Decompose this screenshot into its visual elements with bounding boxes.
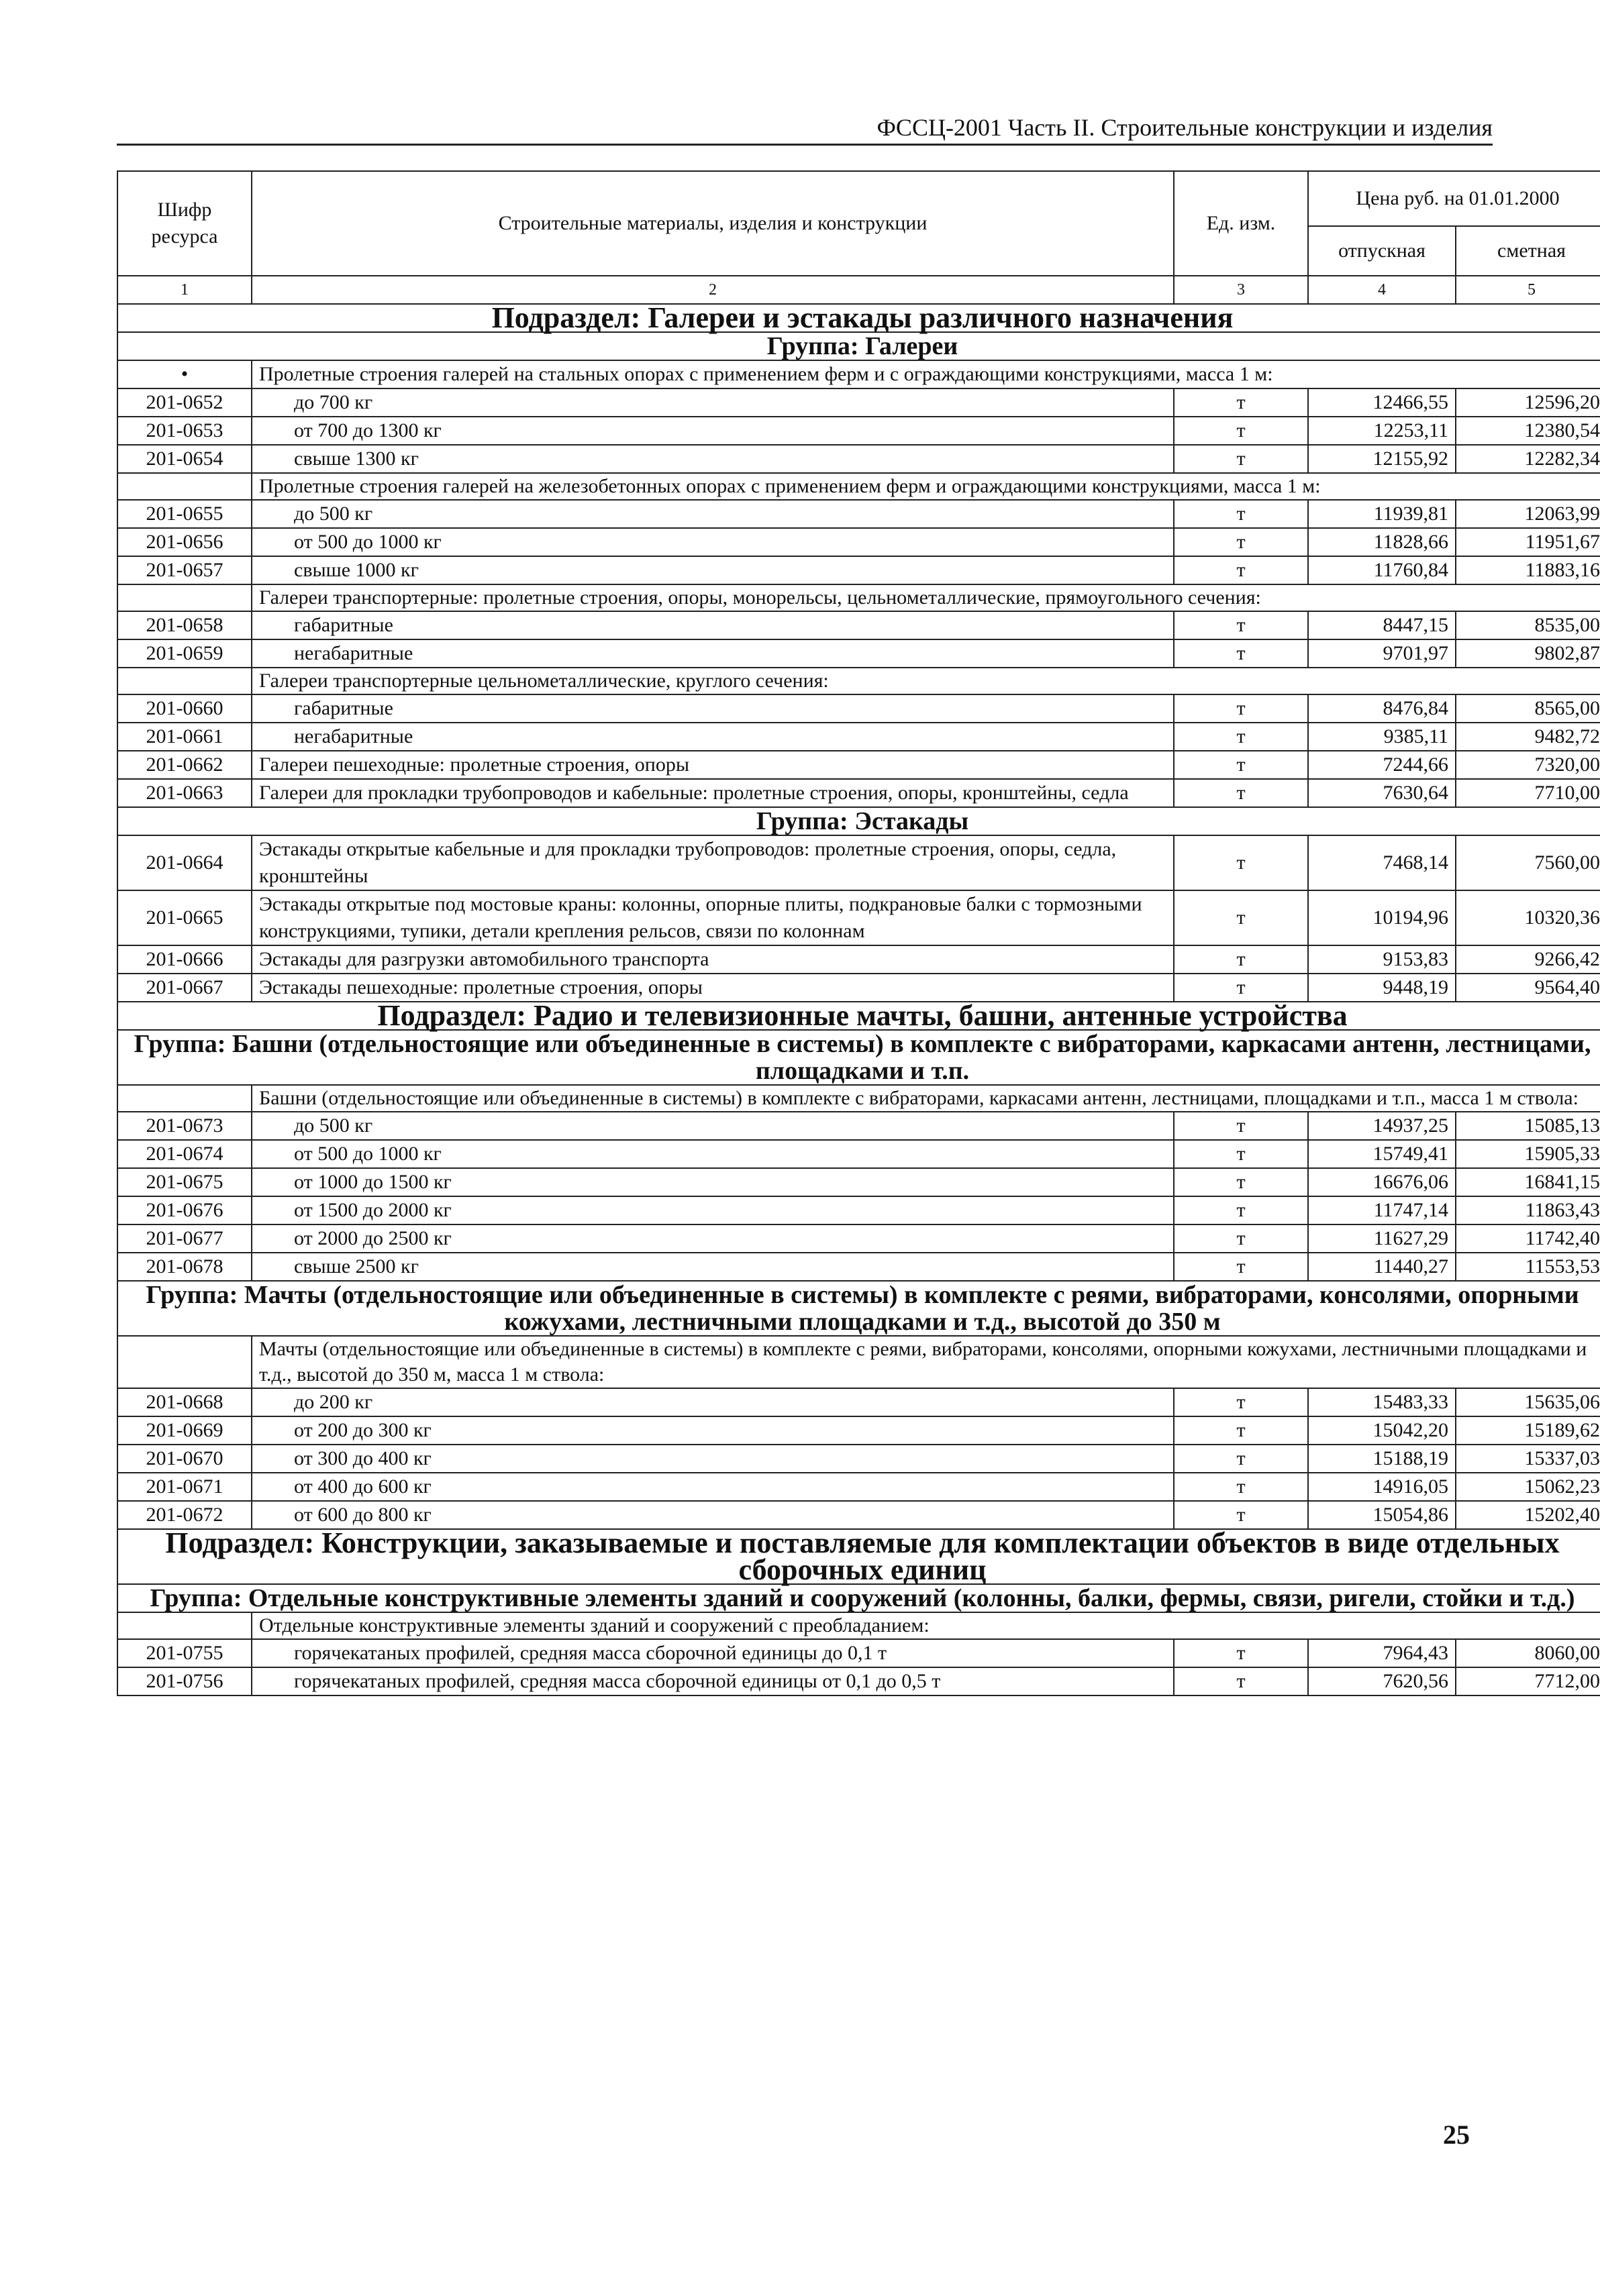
estimate-price: 15062,23 [1456,1473,1600,1501]
subsection-heading-row [117,304,1600,332]
group-heading: Группа: Мачты (отдельностоящие или объединенные в системы) в комплекте с реями, вибраторами, консолями, опорными кожухами, лестничными площадками и т.д., высотой до 350 м [117,1281,1600,1336]
table-row [117,388,1600,417]
resource-code: 201-0660 [117,694,252,723]
release-price: 15188,19 [1308,1445,1456,1473]
subsection-heading-row [117,1002,1600,1030]
group-heading-row [117,1281,1600,1336]
unit: т [1174,1501,1308,1529]
table-row [117,1253,1600,1281]
unit: т [1174,528,1308,556]
release-price: 10194,96 [1308,890,1456,945]
resource-code: 201-0658 [117,611,252,639]
release-price: 15054,86 [1308,1501,1456,1529]
table-row [117,445,1600,473]
category-marker [117,668,252,694]
estimate-price: 7560,00 [1456,835,1600,890]
estimate-price: 11883,16 [1456,556,1600,584]
release-price: 7964,43 [1308,1639,1456,1667]
release-price: 7630,64 [1308,779,1456,807]
release-price: 12155,92 [1308,445,1456,473]
unit: т [1174,1388,1308,1416]
category-row [117,668,1600,694]
unit: т [1174,1112,1308,1140]
resource-code: 201-0671 [117,1473,252,1501]
resource-code: 201-0668 [117,1388,252,1416]
category-marker [117,1085,252,1112]
unit: т [1174,1473,1308,1501]
material-name: до 700 кг [252,388,1174,417]
price-table [117,170,1600,1696]
material-name: от 300 до 400 кг [252,1445,1174,1473]
estimate-price: 15635,06 [1456,1388,1600,1416]
estimate-price: 15202,40 [1456,1501,1600,1529]
resource-code: 201-0659 [117,639,252,668]
release-price: 8476,84 [1308,694,1456,723]
material-name: от 500 до 1000 кг [252,1140,1174,1168]
unit: т [1174,1253,1308,1281]
unit: т [1174,890,1308,945]
release-price: 14937,25 [1308,1112,1456,1140]
release-price: 9448,19 [1308,974,1456,1002]
table-header-row [117,171,1600,226]
category-marker: • [117,360,252,388]
column-number: 1 [117,276,252,304]
material-name: до 500 кг [252,1112,1174,1140]
material-name: от 200 до 300 кг [252,1416,1174,1445]
release-price: 9385,11 [1308,723,1456,751]
unit: т [1174,751,1308,779]
unit: т [1174,1224,1308,1253]
group-heading-row [117,332,1600,360]
material-name: Эстакады открытые кабельные и для прокладки трубопроводов: пролетные строения, опоры, седла, кронштейны [252,835,1174,890]
release-price: 12466,55 [1308,388,1456,417]
table-row [117,611,1600,639]
group-heading: Группа: Отдельные конструктивные элементы зданий и сооружений (колонны, балки, фермы, связи, ригели, стойки и т.д.) [117,1584,1600,1612]
resource-code: 201-0657 [117,556,252,584]
material-name: Эстакады для разгрузки автомобильного транспорта [252,945,1174,974]
resource-code: 201-0665 [117,890,252,945]
resource-code: 201-0661 [117,723,252,751]
table-row [117,945,1600,974]
table-row [117,1388,1600,1416]
resource-code: 201-0653 [117,417,252,445]
category-row [117,360,1600,388]
table-row [117,1224,1600,1253]
material-name: от 1000 до 1500 кг [252,1168,1174,1196]
release-price: 7468,14 [1308,835,1456,890]
table-row [117,1416,1600,1445]
resource-code: 201-0652 [117,388,252,417]
unit: т [1174,1140,1308,1168]
material-name: горячекатаных профилей, средняя масса сборочной единицы до 0,1 т [252,1639,1174,1667]
subsection-heading-row [117,1529,1600,1584]
resource-code: 201-0654 [117,445,252,473]
release-price: 12253,11 [1308,417,1456,445]
estimate-price: 7712,00 [1456,1667,1600,1695]
table-row [117,751,1600,779]
estimate-price: 12063,99 [1456,500,1600,528]
release-price: 7244,66 [1308,751,1456,779]
release-price: 15483,33 [1308,1388,1456,1416]
resource-code: 201-0678 [117,1253,252,1281]
header-price: Цена руб. на 01.01.2000 [1308,171,1600,226]
estimate-price: 15189,62 [1456,1416,1600,1445]
subsection-heading: Подраздел: Радио и телевизионные мачты, башни, антенные устройства [117,1002,1600,1030]
table-row [117,1112,1600,1140]
table-row [117,1445,1600,1473]
estimate-price: 9266,42 [1456,945,1600,974]
resource-code: 201-0655 [117,500,252,528]
column-numbers-row [117,276,1600,304]
table-row [117,1639,1600,1667]
unit: т [1174,500,1308,528]
estimate-price: 11951,67 [1456,528,1600,556]
page-header: ФССЦ-2001 Часть II. Строительные конструкции и изделия [117,114,1493,146]
unit: т [1174,445,1308,473]
release-price: 11747,14 [1308,1196,1456,1224]
release-price: 15749,41 [1308,1140,1456,1168]
estimate-price: 11863,43 [1456,1196,1600,1224]
resource-code: 201-0669 [117,1416,252,1445]
category-row [117,1085,1600,1112]
resource-code: 201-0667 [117,974,252,1002]
table-row [117,500,1600,528]
material-name: Эстакады открытые под мостовые краны: колонны, опорные плиты, подкрановые балки с тормозными конструкциями, тупики, детали крепления рельсов, связи по колоннам [252,890,1174,945]
resource-code: 201-0666 [117,945,252,974]
category-description: Галереи транспортерные: пролетные строения, опоры, монорельсы, цельнометаллические, прямоугольного сечения: [252,584,1600,611]
subsection-heading: Подраздел: Галереи и эстакады различного назначения [117,304,1600,332]
category-marker [117,473,252,500]
page-number: 25 [1443,2120,1470,2150]
header-unit: Ед. изм. [1174,171,1308,276]
category-row [117,1336,1600,1388]
resource-code: 201-0756 [117,1667,252,1695]
estimate-price: 16841,15 [1456,1168,1600,1196]
table-row [117,1501,1600,1529]
category-marker [117,584,252,611]
material-name: габаритные [252,611,1174,639]
table-row [117,639,1600,668]
estimate-price: 12596,20 [1456,388,1600,417]
unit: т [1174,1445,1308,1473]
category-description: Башни (отдельностоящие или объединенные в системы) в комплекте с вибраторами, каркасами антенн, лестницами, площадками и т.п., масса 1 м ствола: [252,1085,1600,1112]
estimate-price: 7710,00 [1456,779,1600,807]
table-row [117,890,1600,945]
material-name: от 2000 до 2500 кг [252,1224,1174,1253]
resource-code: 201-0656 [117,528,252,556]
unit: т [1174,611,1308,639]
estimate-price: 9482,72 [1456,723,1600,751]
category-row [117,473,1600,500]
resource-code: 201-0672 [117,1501,252,1529]
resource-code: 201-0676 [117,1196,252,1224]
resource-code: 201-0670 [117,1445,252,1473]
category-row [117,584,1600,611]
table-row [117,417,1600,445]
column-number: 4 [1308,276,1456,304]
resource-code: 201-0662 [117,751,252,779]
table-row [117,835,1600,890]
material-name: от 500 до 1000 кг [252,528,1174,556]
header-name: Строительные материалы, изделия и конструкции [252,171,1174,276]
category-description: Отдельные конструктивные элементы зданий и сооружений с преобладанием: [252,1612,1600,1639]
estimate-price: 11742,40 [1456,1224,1600,1253]
table-row [117,1168,1600,1196]
group-heading-row [117,1030,1600,1085]
unit: т [1174,639,1308,668]
material-name: негабаритные [252,723,1174,751]
unit: т [1174,1168,1308,1196]
unit: т [1174,1667,1308,1695]
header-release-price: отпускная [1308,226,1456,276]
table-row [117,779,1600,807]
material-name: от 1500 до 2000 кг [252,1196,1174,1224]
table-row [117,1667,1600,1695]
group-heading: Группа: Башни (отдельностоящие или объединенные в системы) в комплекте с вибраторами, каркасами антенн, лестницами, площадками и т.п. [117,1030,1600,1085]
table-row [117,1140,1600,1168]
material-name: негабаритные [252,639,1174,668]
material-name: Галереи пешеходные: пролетные строения, опоры [252,751,1174,779]
table-row [117,694,1600,723]
table-body [117,301,1600,1695]
release-price: 11828,66 [1308,528,1456,556]
resource-code: 201-0755 [117,1639,252,1667]
material-name: от 400 до 600 кг [252,1473,1174,1501]
estimate-price: 15085,13 [1456,1112,1600,1140]
subsection-heading: Подраздел: Конструкции, заказываемые и поставляемые для комплектации объектов в виде отдельных сборочных единиц [117,1529,1600,1584]
resource-code: 201-0664 [117,835,252,890]
material-name: свыше 1300 кг [252,445,1174,473]
column-number: 5 [1456,276,1600,304]
unit: т [1174,723,1308,751]
unit: т [1174,835,1308,890]
material-name: Эстакады пешеходные: пролетные строения, опоры [252,974,1174,1002]
resource-code: 201-0677 [117,1224,252,1253]
material-name: от 600 до 800 кг [252,1501,1174,1529]
table-row [117,528,1600,556]
release-price: 14916,05 [1308,1473,1456,1501]
estimate-price: 12282,34 [1456,445,1600,473]
header-estimate-price: сметная [1456,226,1600,276]
category-marker [117,1612,252,1639]
unit: т [1174,974,1308,1002]
release-price: 7620,56 [1308,1667,1456,1695]
unit: т [1174,779,1308,807]
category-description: Пролетные строения галерей на стальных опорах с применением ферм и с ограждающими конструкциями, масса 1 м: [252,360,1600,388]
material-name: от 700 до 1300 кг [252,417,1174,445]
resource-code: 201-0673 [117,1112,252,1140]
estimate-price: 7320,00 [1456,751,1600,779]
material-name: свыше 1000 кг [252,556,1174,584]
unit: т [1174,1639,1308,1667]
release-price: 11627,29 [1308,1224,1456,1253]
category-description: Галереи транспортерные цельнометаллические, круглого сечения: [252,668,1600,694]
group-heading: Группа: Эстакады [117,807,1600,835]
unit: т [1174,1196,1308,1224]
table-row [117,723,1600,751]
estimate-price: 15337,03 [1456,1445,1600,1473]
estimate-price: 9802,87 [1456,639,1600,668]
unit: т [1174,694,1308,723]
unit: т [1174,388,1308,417]
category-marker [117,1336,252,1388]
material-name: до 200 кг [252,1388,1174,1416]
estimate-price: 11553,53 [1456,1253,1600,1281]
release-price: 11939,81 [1308,500,1456,528]
material-name: габаритные [252,694,1174,723]
estimate-price: 8565,00 [1456,694,1600,723]
release-price: 15042,20 [1308,1416,1456,1445]
unit: т [1174,945,1308,974]
release-price: 11440,27 [1308,1253,1456,1281]
table-row [117,974,1600,1002]
group-heading-row [117,1584,1600,1612]
material-name: до 500 кг [252,500,1174,528]
table-row [117,1196,1600,1224]
category-description: Пролетные строения галерей на железобетонных опорах с применением ферм и ограждающими конструкциями, масса 1 м: [252,473,1600,500]
unit: т [1174,556,1308,584]
column-number: 2 [252,276,1174,304]
category-row [117,1612,1600,1639]
column-number: 3 [1174,276,1308,304]
resource-code: 201-0675 [117,1168,252,1196]
estimate-price: 12380,54 [1456,417,1600,445]
release-price: 9701,97 [1308,639,1456,668]
material-name: Галереи для прокладки трубопроводов и кабельные: пролетные строения, опоры, кронштейны, седла [252,779,1174,807]
table-row [117,1473,1600,1501]
unit: т [1174,417,1308,445]
resource-code: 201-0674 [117,1140,252,1168]
material-name: свыше 2500 кг [252,1253,1174,1281]
release-price: 9153,83 [1308,945,1456,974]
release-price: 11760,84 [1308,556,1456,584]
category-description: Мачты (отдельностоящие или объединенные в системы) в комплекте с реями, вибраторами, консолями, опорными кожухами, лестничными площадками и т.д., высотой до 350 м, масса 1 м ствола: [252,1336,1600,1388]
estimate-price: 15905,33 [1456,1140,1600,1168]
group-heading: Группа: Галереи [117,332,1600,360]
estimate-price: 8535,00 [1456,611,1600,639]
estimate-price: 9564,40 [1456,974,1600,1002]
release-price: 16676,06 [1308,1168,1456,1196]
resource-code: 201-0663 [117,779,252,807]
estimate-price: 8060,00 [1456,1639,1600,1667]
header-code: Шифр ресурса [117,171,252,276]
release-price: 8447,15 [1308,611,1456,639]
material-name: горячекатаных профилей, средняя масса сборочной единицы от 0,1 до 0,5 т [252,1667,1174,1695]
estimate-price: 10320,36 [1456,890,1600,945]
table-row [117,556,1600,584]
unit: т [1174,1416,1308,1445]
group-heading-row [117,807,1600,835]
